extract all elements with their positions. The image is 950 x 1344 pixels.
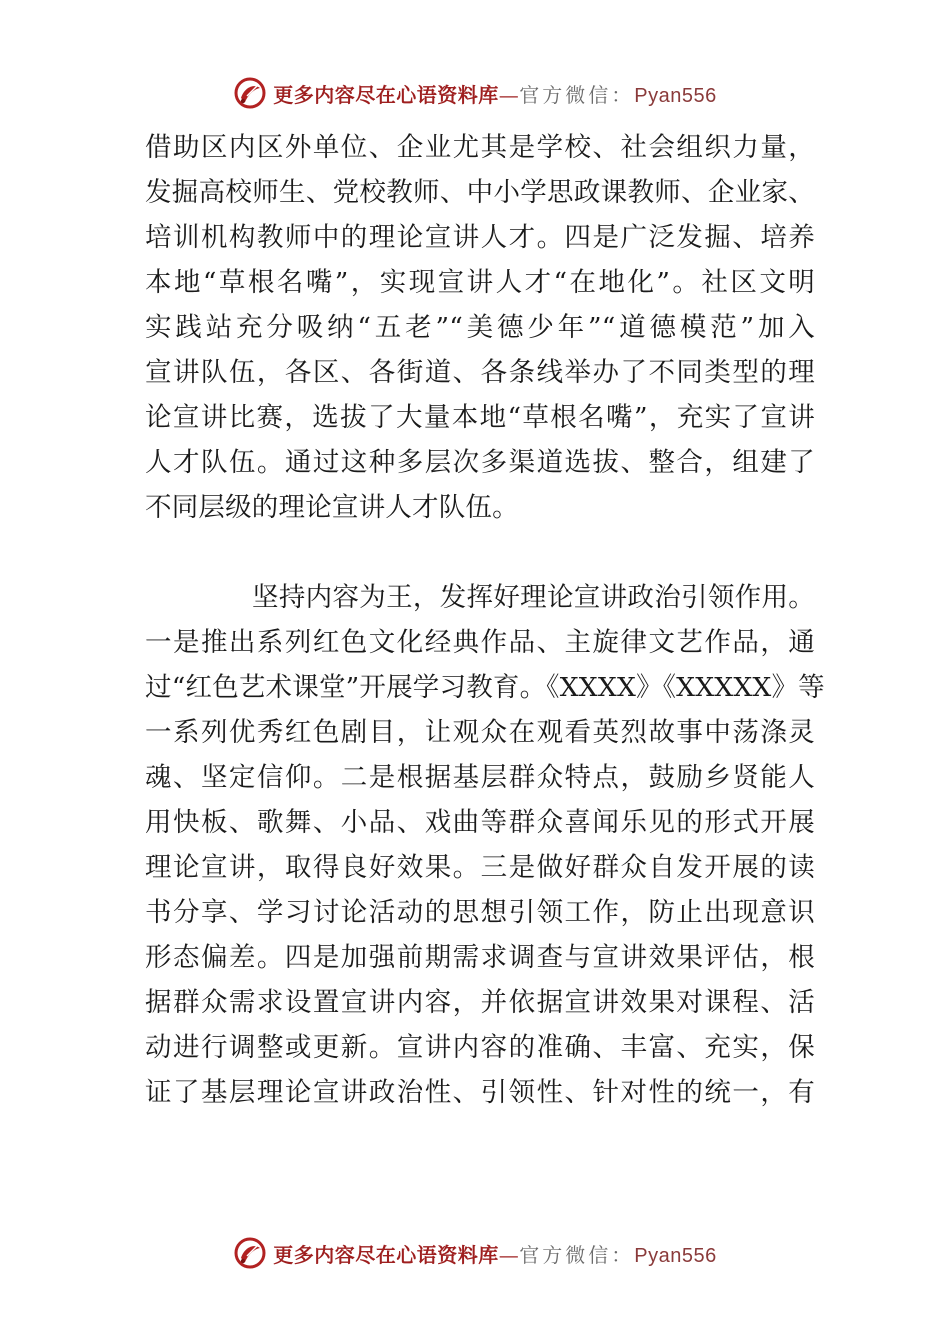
text-line: 形态偏差。四是加强前期需求调查与宣讲效果评估，根: [145, 942, 815, 973]
footer-main-text: 更多内容尽在心语资料库: [273, 1242, 499, 1267]
header-text: [273, 79, 716, 108]
text-line: 人才队伍。通过这种多层次多渠道选拔、整合，组建了: [145, 447, 815, 478]
header-separator: —: [498, 82, 520, 107]
text-line: 不同层级的理论宣讲人才队伍。: [145, 492, 519, 523]
brand-logo-icon: [233, 1236, 267, 1270]
text-line: 发掘高校师生、党校教师、中小学思政课教师、企业家、: [145, 177, 815, 208]
footer-wechat-id: Pyan556: [634, 1244, 717, 1267]
text-line: 用快板、歌舞、小品、戏曲等群众喜闻乐见的形式开展: [145, 807, 815, 838]
brand-logo-icon: [233, 76, 267, 110]
text-line: 坚持内容为王，发挥好理论宣讲政治引领作用。: [252, 582, 815, 613]
text-line: 实践站充分吸纳“五老”“美德少年”“道德模范”加入: [145, 312, 815, 343]
text-line: 一是推出系列红色文化经典作品、主旋律文艺作品，通: [145, 627, 815, 658]
text-line: 一系列优秀红色剧目，让观众在观看英烈故事中荡涤灵: [145, 717, 815, 748]
text-line: 过“红色艺术课堂”开展学习教育。《XXXX》《XXXXX》等: [145, 672, 825, 703]
paragraph-2: [145, 575, 825, 1115]
text-line: 论宣讲比赛，选拔了大量本地“草根名嘴”，充实了宣讲: [145, 402, 815, 433]
footer-banner: [0, 1233, 950, 1273]
header-wechat-id: Pyan556: [634, 84, 717, 107]
text-line: 理论宣讲，取得良好效果。三是做好群众自发开展的读: [145, 852, 815, 883]
text-line: 借助区内区外单位、企业尤其是学校、社会组织力量，: [145, 132, 815, 163]
text-line: 动进行调整或更新。宣讲内容的准确、丰富、充实，保: [145, 1032, 815, 1063]
header-wechat-label: 官方微信：: [519, 82, 635, 107]
text-line: 书分享、学习讨论活动的思想引领工作，防止出现意识: [145, 897, 815, 928]
footer-wechat-label: 官方微信：: [519, 1242, 635, 1267]
document-body: [145, 125, 825, 1115]
text-line: 魂、坚定信仰。二是根据基层群众特点，鼓励乡贤能人: [145, 762, 815, 793]
text-line: 培训机构教师中的理论宣讲人才。四是广泛发掘、培养: [145, 222, 815, 253]
footer-text: [273, 1239, 716, 1268]
paragraph-1: [145, 125, 815, 530]
header-main-text: 更多内容尽在心语资料库: [273, 82, 499, 107]
text-line: 证了基层理论宣讲政治性、引领性、针对性的统一，有: [145, 1077, 815, 1108]
text-line: 宣讲队伍，各区、各街道、各条线举办了不同类型的理: [145, 357, 815, 388]
text-line: 本地“草根名嘴”，实现宣讲人才“在地化”。社区文明: [145, 267, 815, 298]
paragraph-spacer: [145, 530, 815, 575]
footer-separator: —: [498, 1242, 520, 1267]
header-banner: [0, 73, 950, 113]
text-line: 据群众需求设置宣讲内容，并依据宣讲效果对课程、活: [145, 987, 815, 1018]
